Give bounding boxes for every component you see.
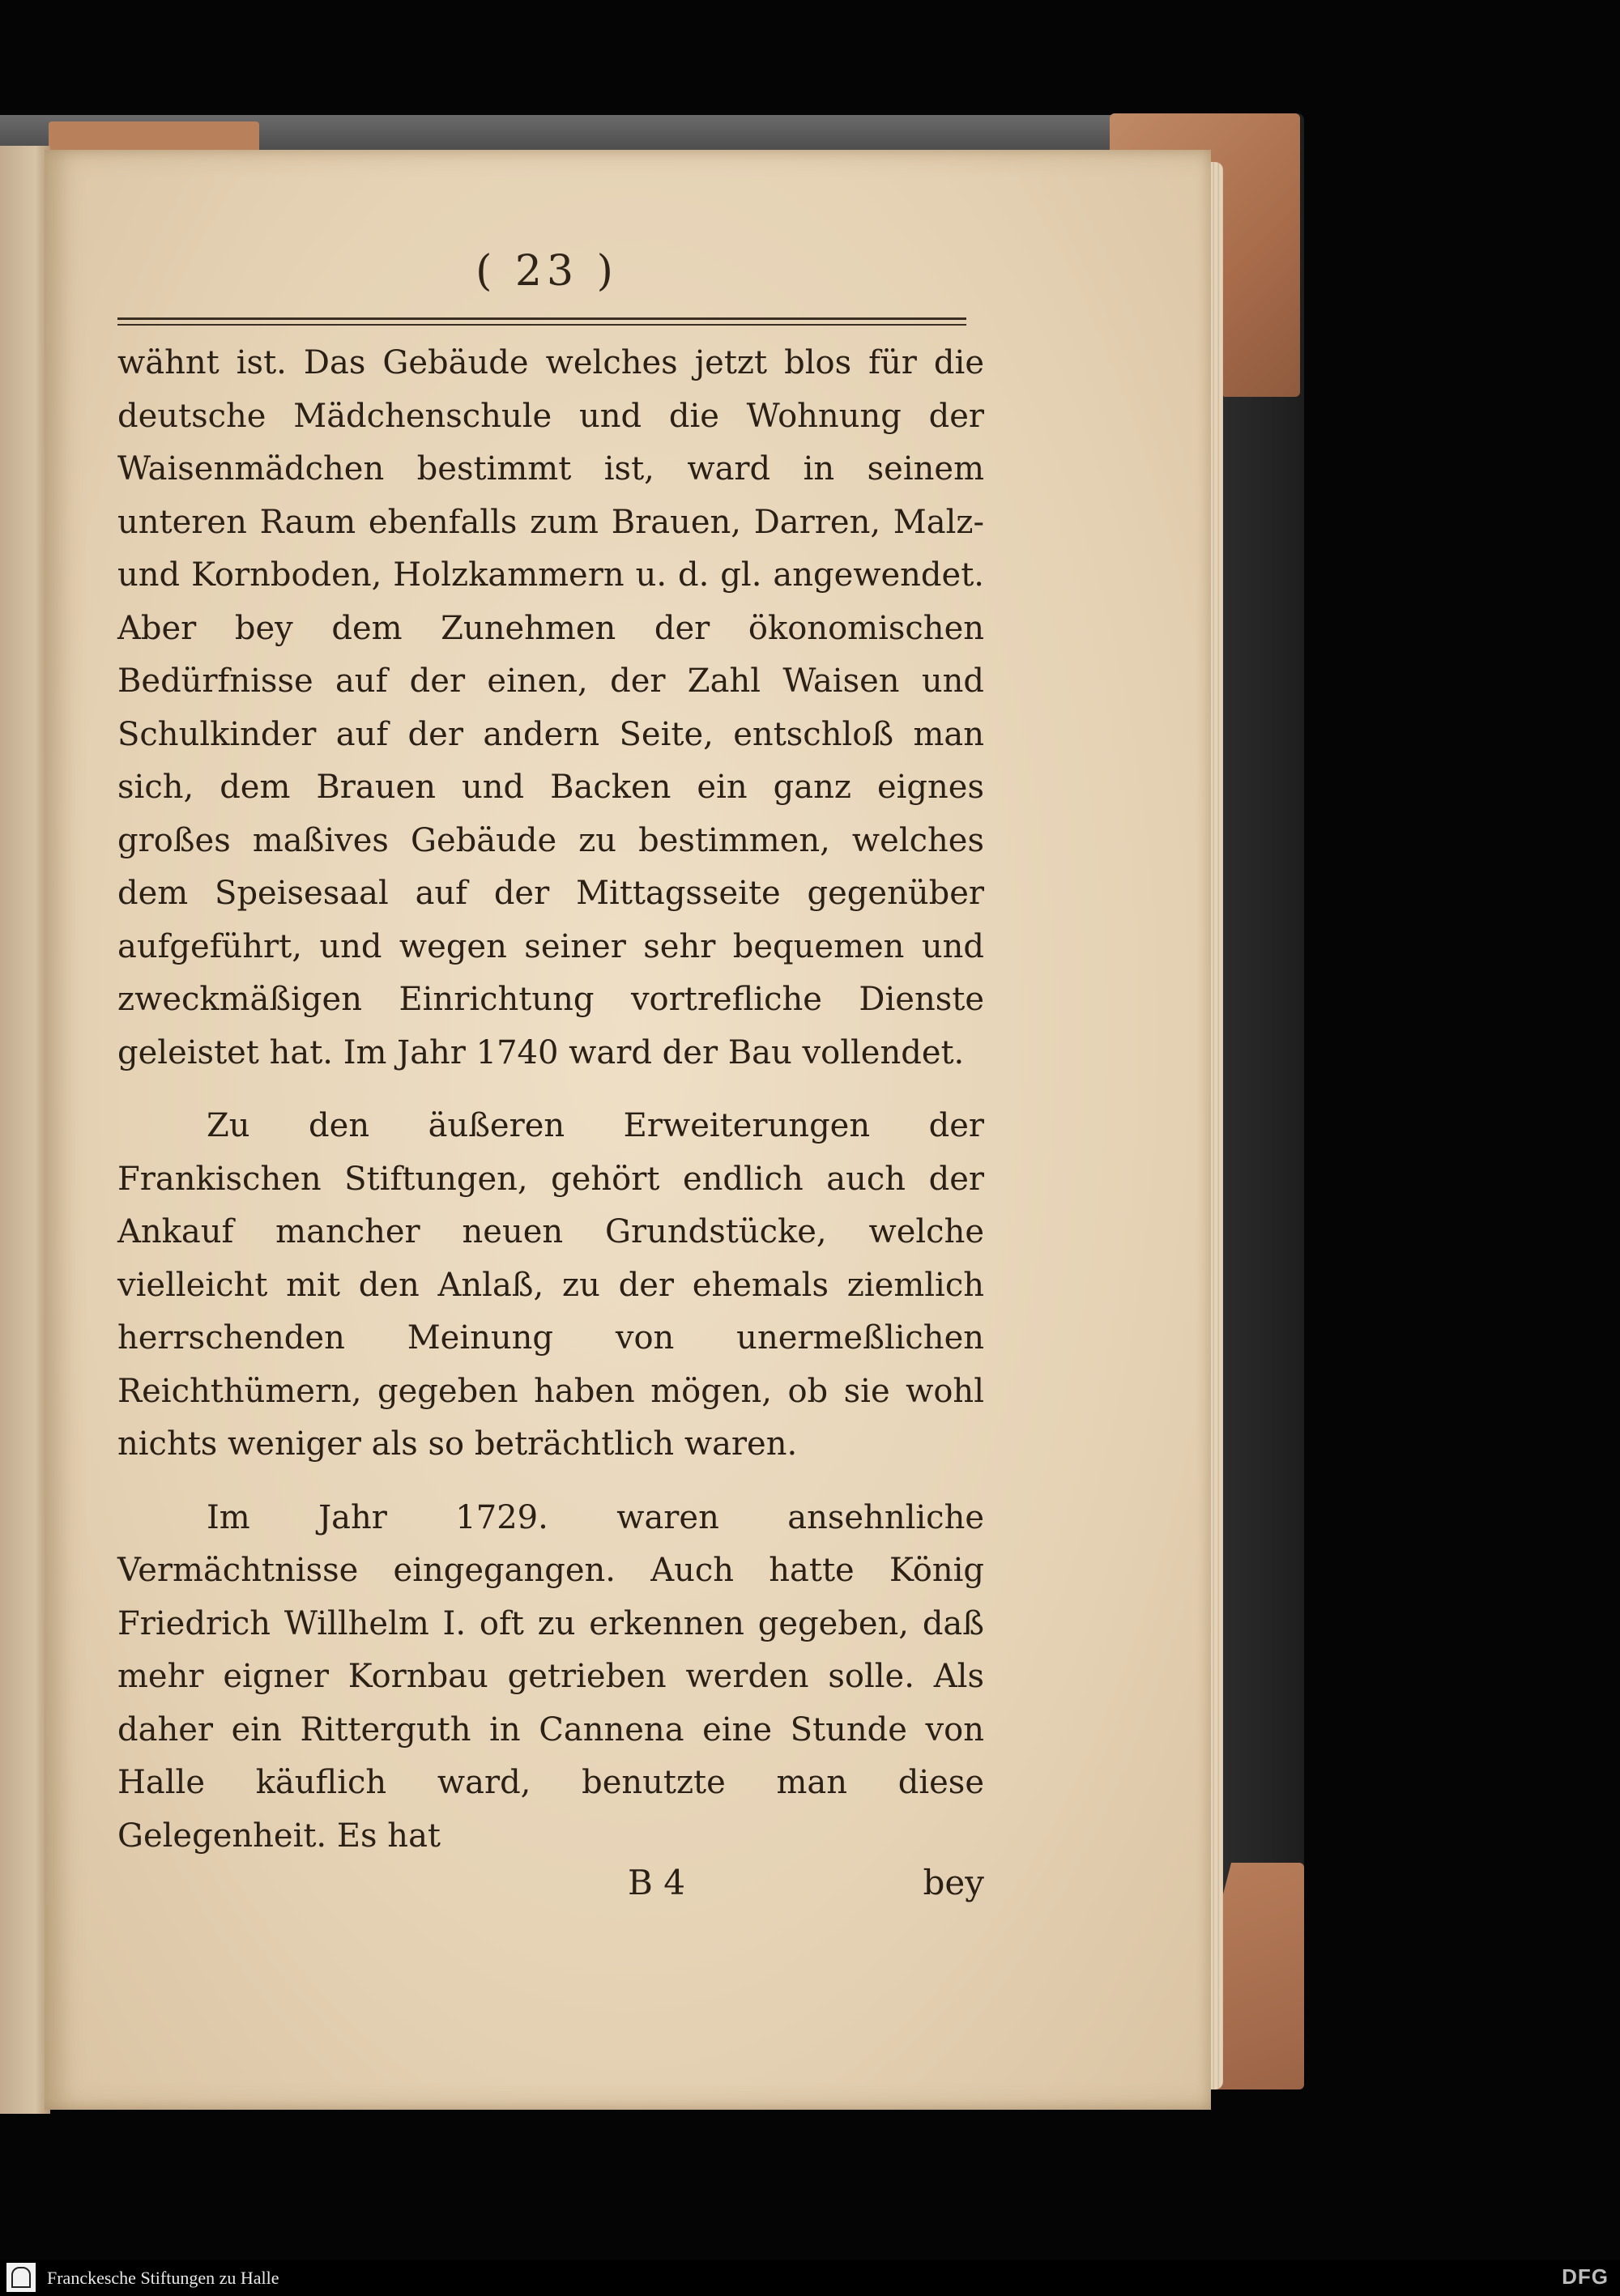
book-page xyxy=(45,150,1211,2110)
catchword: bey xyxy=(923,1863,984,1902)
paragraph: Zu den äußeren Erweiterungen der Frankischen Stiftungen, gehört endlich auch der Ankauf mancher neuen Grundstücke, welche vielleicht mit den Anlaß, zu der ehemals ziemlich herrschenden Meinung von unermeßlichen Reichthümern, gegeben haben mögen, ob sie wohl nichts weniger als so beträchtlich waren. xyxy=(117,1107,984,1463)
signature-mark: B 4 xyxy=(628,1863,685,1902)
page-number-header: ( 23 ) xyxy=(475,247,618,296)
institution-name: Franckesche Stiftungen zu Halle xyxy=(47,2268,279,2288)
paragraph: Im Jahr 1729. waren ansehnliche Vermächtnisse eingegangen. Auch hatte König Friedrich Willhelm I. oft zu erkennen gegeben, daß mehr eigner Kornbau getrieben werden solle. Als daher ein Ritterguth in Cannena eine Stunde von Halle käuflich ward, benutzte man diese Gelegenheit. Es hat xyxy=(117,1498,984,1855)
page-footer xyxy=(117,1863,984,1919)
logo-arch-shape xyxy=(11,2267,31,2288)
dfg-logo: DFG xyxy=(1562,2264,1609,2289)
body-text xyxy=(117,337,984,1863)
facing-page-edge xyxy=(0,146,50,2114)
page-content xyxy=(117,243,984,1919)
header-rule xyxy=(117,317,966,326)
paragraph: wähnt ist. Das Gebäude welches jetzt blos für die deutsche Mädchenschule und die Wohnung der Waisenmädchen bestimmt ist, ward in seinem unteren Raum ebenfalls zum Brauen, Darren, Malz- und Kornboden, Holzkammern u. d. gl. angewendet. Aber bey dem Zunehmen der ökonomischen Bedürfnisse auf der einen, der Zahl Waisen und Schulkinder auf der andern Seite, entschloß man sich, dem Brauen und Backen ein ganz eignes großes maßives Gebäude zu bestimmen, welches dem Speisesaal auf der Mittagsseite gegenüber aufgeführt, und wegen seiner sehr bequemen und zweckmäßigen Einrichtung vortrefliche Dienste geleistet hat. Im Jahr 1740 ward der Bau vollendet. xyxy=(117,344,984,1071)
foundation-logo-icon xyxy=(6,2263,36,2292)
